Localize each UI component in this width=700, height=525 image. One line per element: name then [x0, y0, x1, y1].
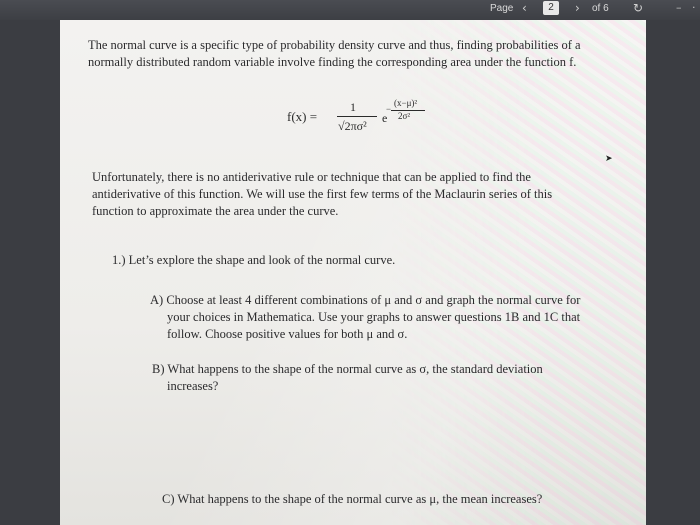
question-c-line-1: C) What happens to the shape of the normal curve as μ, the mean increases?	[162, 492, 543, 506]
formula-lhs: f(x) =	[287, 109, 318, 124]
chevron-right-icon[interactable]: ›	[575, 1, 580, 15]
page-label: Page	[490, 3, 514, 14]
mouse-cursor-icon: ➤	[605, 154, 613, 164]
question-b-line-2: increases?	[167, 379, 219, 393]
minimize-icon[interactable]: –	[676, 1, 682, 14]
chevron-left-icon[interactable]: ‹	[522, 1, 527, 15]
total-pages: of 6	[592, 3, 609, 14]
question-a-line-2: your choices in Mathematica. Use your graphs to answer questions 1B and 1C that	[167, 310, 581, 324]
intro-line-1: The normal curve is a specific type of probability density curve and thus, finding probabilities of a	[88, 38, 581, 52]
pdf-toolbar	[0, 0, 700, 20]
refresh-icon[interactable]: ↻	[633, 1, 644, 15]
question-b-line-1: B) What happens to the shape of the normal curve as σ, the standard deviation	[152, 362, 543, 376]
para2-line-3: function to approximate the area under the curve.	[92, 204, 339, 218]
window-edge-icon[interactable]: ·	[692, 1, 696, 14]
para2-line-2: antiderivative of this function. We will use the first few terms of the Maclaurin series of this	[92, 187, 553, 201]
exponent-numerator: (x−μ)²	[394, 98, 418, 108]
exponent-denominator: 2σ²	[398, 111, 411, 121]
formula-base-e: e	[382, 111, 388, 125]
formula-denominator: √2πσ²	[338, 119, 367, 133]
formula-numerator: 1	[350, 100, 356, 114]
page-number-input[interactable]: 2	[543, 1, 559, 15]
document-page	[60, 20, 646, 525]
screen-glare	[386, 20, 646, 525]
exponent-minus: −	[386, 104, 392, 114]
para2-line-1: Unfortunately, there is no antiderivative rule or technique that can be applied to find the	[92, 170, 531, 184]
fraction-bar	[337, 116, 377, 117]
question-1: 1.) Let’s explore the shape and look of the normal curve.	[112, 253, 396, 267]
question-a-line-3: follow. Choose positive values for both μ and σ.	[167, 327, 408, 341]
intro-line-2: normally distributed random variable involve finding the corresponding area under the function f.	[88, 55, 577, 69]
question-a-line-1: A) Choose at least 4 different combinations of μ and σ and graph the normal curve for	[150, 293, 581, 307]
